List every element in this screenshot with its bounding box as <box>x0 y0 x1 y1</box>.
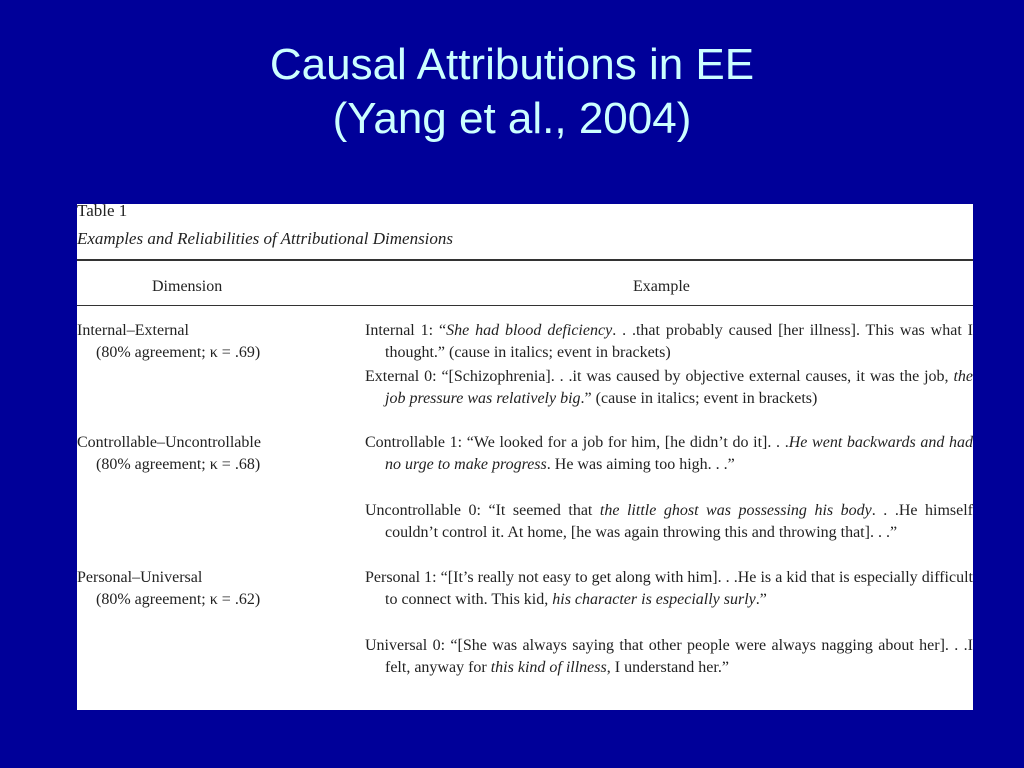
example-text: .” <box>755 591 767 609</box>
example-cell <box>365 567 973 612</box>
example-text: Personal 1: “[It’s really not easy to get along with him]. . .He is a kid that is especially difficult to connect with. This kid, <box>365 569 973 609</box>
example-text: , I understand her.” <box>606 659 729 677</box>
example-cell <box>365 432 973 477</box>
dimension-cell <box>77 320 260 364</box>
example-text: . . .that probably caused [her illness]. This was what I thought.” (cause in italics; event in brackets) <box>385 322 973 362</box>
example-cause-italic: He went backwards and had no urge to make progress <box>385 434 973 474</box>
dimension-agreement: (80% agreement; κ = .62) <box>96 591 261 608</box>
column-header-example: Example <box>633 278 690 295</box>
table-top-rule <box>77 259 973 261</box>
slide-title-line-2: (Yang et al., 2004) <box>332 94 692 143</box>
dimension-agreement: (80% agreement; κ = .69) <box>96 344 261 361</box>
table-figure <box>77 204 973 710</box>
dimension-agreement: (80% agreement; κ = .68) <box>96 456 261 473</box>
table-caption: Examples and Reliabilities of Attributional Dimensions <box>77 229 454 248</box>
example-cell <box>365 366 973 411</box>
example-cell <box>365 635 973 680</box>
dimension-name: Personal–Universal <box>77 569 203 586</box>
example-cause-italic: She had blood deficiency <box>446 322 613 339</box>
example-cause-italic: this kind of illness <box>490 659 607 677</box>
column-header-dimension: Dimension <box>152 278 223 295</box>
example-cause-italic: his character is especially surly <box>552 591 756 609</box>
example-text: Uncontrollable 0: “It seemed that <box>365 502 600 519</box>
example-text: Universal 0: “[She was always saying that other people were always nagging about her]. . .I felt, anyway for <box>365 637 973 677</box>
example-text: .” (cause in italics; event in brackets) <box>580 390 818 408</box>
dimension-name: Controllable–Uncontrollable <box>77 434 261 451</box>
example-text: . . .He himself couldn’t control it. At home, [he was again throwing this and throwing that]. . .” <box>385 502 973 542</box>
example-cell <box>365 500 973 545</box>
slide-title <box>0 38 1024 146</box>
example-text: External 0: “[Schizophrenia]. . .it was caused by objective external causes, it was the job, <box>365 368 954 385</box>
example-text: Internal 1: “ <box>365 322 447 339</box>
example-text: . He was aiming too high. . .” <box>546 456 735 474</box>
dimension-cell <box>77 567 260 611</box>
dimension-name: Internal–External <box>77 322 189 339</box>
table-header-rule <box>77 305 973 306</box>
example-cell <box>365 320 973 365</box>
example-cause-italic: the job pressure was relatively big <box>385 368 973 408</box>
example-cause-italic: the little ghost was possessing his body <box>599 502 872 519</box>
example-text: Controllable 1: “We looked for a job for him, [he didn’t do it]. . . <box>365 434 789 451</box>
dimension-cell <box>77 432 261 476</box>
slide-title-line-1: Causal Attributions in EE <box>269 40 755 89</box>
table-label: Table 1 <box>77 204 128 220</box>
